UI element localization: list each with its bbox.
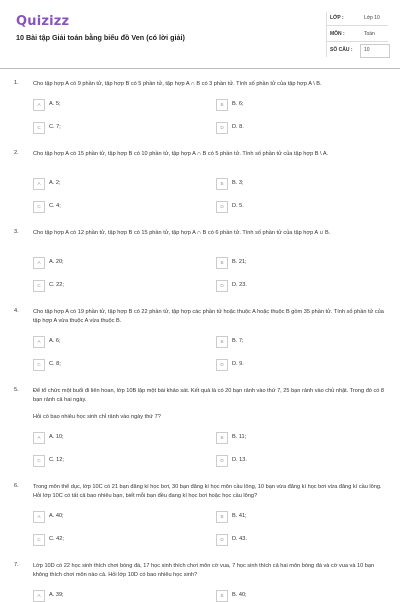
- option-a[interactable]: [33, 432, 203, 444]
- question-text: Cho tập hợp A có 12 phần tử, tập hợp B có 15 phần tử, tập hợp A ∩ B có 6 phần tử. Tính số phần tử của tập hợp A ∪ B.: [33, 230, 331, 236]
- option-text: C. 42;: [49, 536, 64, 542]
- option-a[interactable]: [33, 511, 203, 523]
- option-text: C. 4;: [49, 203, 61, 209]
- option-a[interactable]: [33, 336, 203, 348]
- option-letter-box: D: [216, 122, 228, 134]
- option-text: C. 7;: [49, 124, 61, 130]
- option-text: A. 40;: [49, 513, 64, 519]
- option-b[interactable]: [216, 178, 386, 190]
- option-d[interactable]: [216, 201, 386, 213]
- meta-count-label: SỐ CÂU :: [330, 47, 353, 53]
- option-letter-box: A: [33, 178, 45, 190]
- question-number: 7.: [14, 562, 19, 568]
- meta-count-box: [360, 44, 390, 58]
- option-letter-box: D: [216, 280, 228, 292]
- question-number: 6.: [14, 483, 19, 489]
- option-text: B. 7;: [232, 338, 244, 344]
- question-text: Lớp 10D có 22 học sinh thích chơi bóng đá, 17 học sinh thích chơi môn cờ vua, 7 học sinh thích cả hai môn bóng đá và cờ vua và 10 bạn không thích chơi môn nào cả. Hỏi lớp 10D có bao nhiêu học sinh?: [33, 563, 375, 578]
- option-letter-box: B: [216, 336, 228, 348]
- option-letter-box: A: [33, 99, 45, 111]
- option-d[interactable]: [216, 122, 386, 134]
- header: [0, 0, 400, 70]
- option-letter-box: B: [216, 590, 228, 602]
- option-b[interactable]: [216, 257, 386, 269]
- option-text: C. 22;: [49, 282, 64, 288]
- option-text: D. 9.: [232, 361, 244, 367]
- question-text: Để tổ chức một buổi đi liên hoan, lớp 10B lập một bài khảo sát. Kết quả là có 20 bạn rảnh vào thứ 7, 25 bạn rảnh vào chủ nhật. Trong đó có 8 bạn rảnh cả hai ngày.: [33, 388, 385, 403]
- option-text: D. 43.: [232, 536, 247, 542]
- quizizz-logo: Quizizz: [16, 14, 70, 29]
- option-c[interactable]: [33, 534, 203, 546]
- option-text: A. 2;: [49, 180, 61, 186]
- question-number: 5.: [14, 387, 19, 393]
- option-text: B. 3;: [232, 180, 244, 186]
- meta-separator: [326, 41, 388, 42]
- meta-subject-value: Toán: [364, 31, 375, 37]
- option-letter-box: A: [33, 432, 45, 444]
- option-letter-box: A: [33, 336, 45, 348]
- option-c[interactable]: [33, 280, 203, 292]
- option-d[interactable]: [216, 534, 386, 546]
- option-a[interactable]: [33, 178, 203, 190]
- option-text: C. 8;: [49, 361, 61, 367]
- question-number: 3.: [14, 229, 19, 235]
- question-number: 4.: [14, 308, 19, 314]
- option-d[interactable]: [216, 280, 386, 292]
- option-letter-box: A: [33, 590, 45, 602]
- option-letter-box: D: [216, 359, 228, 371]
- option-c[interactable]: [33, 359, 203, 371]
- option-letter-box: A: [33, 511, 45, 523]
- page-title: 10 Bài tập Giải toán bằng biểu đồ Ven (có lời giải): [16, 33, 185, 42]
- option-b[interactable]: [216, 336, 386, 348]
- question-number: 2.: [14, 150, 19, 156]
- option-b[interactable]: [216, 99, 386, 111]
- meta-class-row: [326, 12, 388, 26]
- option-d[interactable]: [216, 455, 386, 467]
- option-letter-box: C: [33, 534, 45, 546]
- option-letter-box: D: [216, 455, 228, 467]
- option-letter-box: C: [33, 122, 45, 134]
- option-text: B. 41;: [232, 513, 247, 519]
- option-letter-box: A: [33, 257, 45, 269]
- option-letter-box: D: [216, 201, 228, 213]
- meta-subject-row: [326, 28, 388, 42]
- option-text: D. 5.: [232, 203, 244, 209]
- question-text: Cho tập hợp A có 15 phần tử, tập hợp B có 10 phần tử, tập hợp A ∩ B có 5 phần tử. Tính số phần tử của tập hợp B \ A.: [33, 151, 329, 157]
- option-letter-box: B: [216, 257, 228, 269]
- question-text: Cho tập hợp A có 9 phần tử, tập hợp B có 5 phần tử, tập hợp A ∩ B có 3 phần tử. Tính số phần tử của tập hợp A \ B.: [33, 81, 322, 87]
- option-text: A. 6;: [49, 338, 61, 344]
- option-text: D. 13.: [232, 457, 247, 463]
- option-text: C. 12;: [49, 457, 64, 463]
- option-a[interactable]: [33, 590, 203, 602]
- option-a[interactable]: [33, 99, 203, 111]
- option-b[interactable]: [216, 590, 386, 602]
- option-c[interactable]: [33, 122, 203, 134]
- option-letter-box: C: [33, 201, 45, 213]
- option-text: A. 39;: [49, 592, 64, 598]
- question-text: Trong môn thể dục, lớp 10C có 21 bạn đăng kí học bơi, 30 bạn đăng kí học môn cầu lông, 10 bạn vừa đăng kí học bơi vừa đăng kí cầu lông. Hỏi lớp 10C có tất cả bao nhiêu bạn, biết mỗi bạn đều đang kí học bơi hoặc học cầu lông?: [33, 484, 382, 499]
- option-b[interactable]: [216, 511, 386, 523]
- option-a[interactable]: [33, 257, 203, 269]
- meta-count-value: 10: [364, 47, 370, 53]
- option-letter-box: B: [216, 178, 228, 190]
- meta-subject-label: MÔN :: [330, 31, 345, 37]
- option-text: B. 11;: [232, 434, 247, 440]
- option-letter-box: D: [216, 534, 228, 546]
- option-letter-box: C: [33, 280, 45, 292]
- option-letter-box: B: [216, 99, 228, 111]
- option-text: B. 21;: [232, 259, 247, 265]
- option-text: A. 20;: [49, 259, 64, 265]
- option-b[interactable]: [216, 432, 386, 444]
- meta-class-label: LỚP :: [330, 15, 344, 21]
- option-c[interactable]: [33, 201, 203, 213]
- meta-separator: [326, 25, 388, 26]
- option-text: A. 10;: [49, 434, 64, 440]
- header-divider: [0, 68, 400, 69]
- option-text: B. 6;: [232, 101, 244, 107]
- question-subtext: Hỏi có bao nhiêu học sinh chỉ rảnh vào ngày thứ 7?: [33, 414, 161, 420]
- meta-class-value: Lớp 10: [364, 15, 380, 21]
- option-c[interactable]: [33, 455, 203, 467]
- option-text: D. 8.: [232, 124, 244, 130]
- question-number: 1.: [14, 80, 19, 86]
- question-text: Cho tập hợp A có 19 phần tử, tập hợp B có 22 phần tử, tập hợp các phần tử hoặc thuộc A hoặc thuộc B gồm 35 phần tử. Tính số phần tử của tập hợp A vừa thuộc A vừa thuộc B.: [33, 309, 384, 324]
- option-letter-box: B: [216, 432, 228, 444]
- option-text: A. 5;: [49, 101, 61, 107]
- option-text: D. 23.: [232, 282, 247, 288]
- option-text: B. 40;: [232, 592, 247, 598]
- option-letter-box: B: [216, 511, 228, 523]
- option-letter-box: C: [33, 455, 45, 467]
- option-letter-box: C: [33, 359, 45, 371]
- option-d[interactable]: [216, 359, 386, 371]
